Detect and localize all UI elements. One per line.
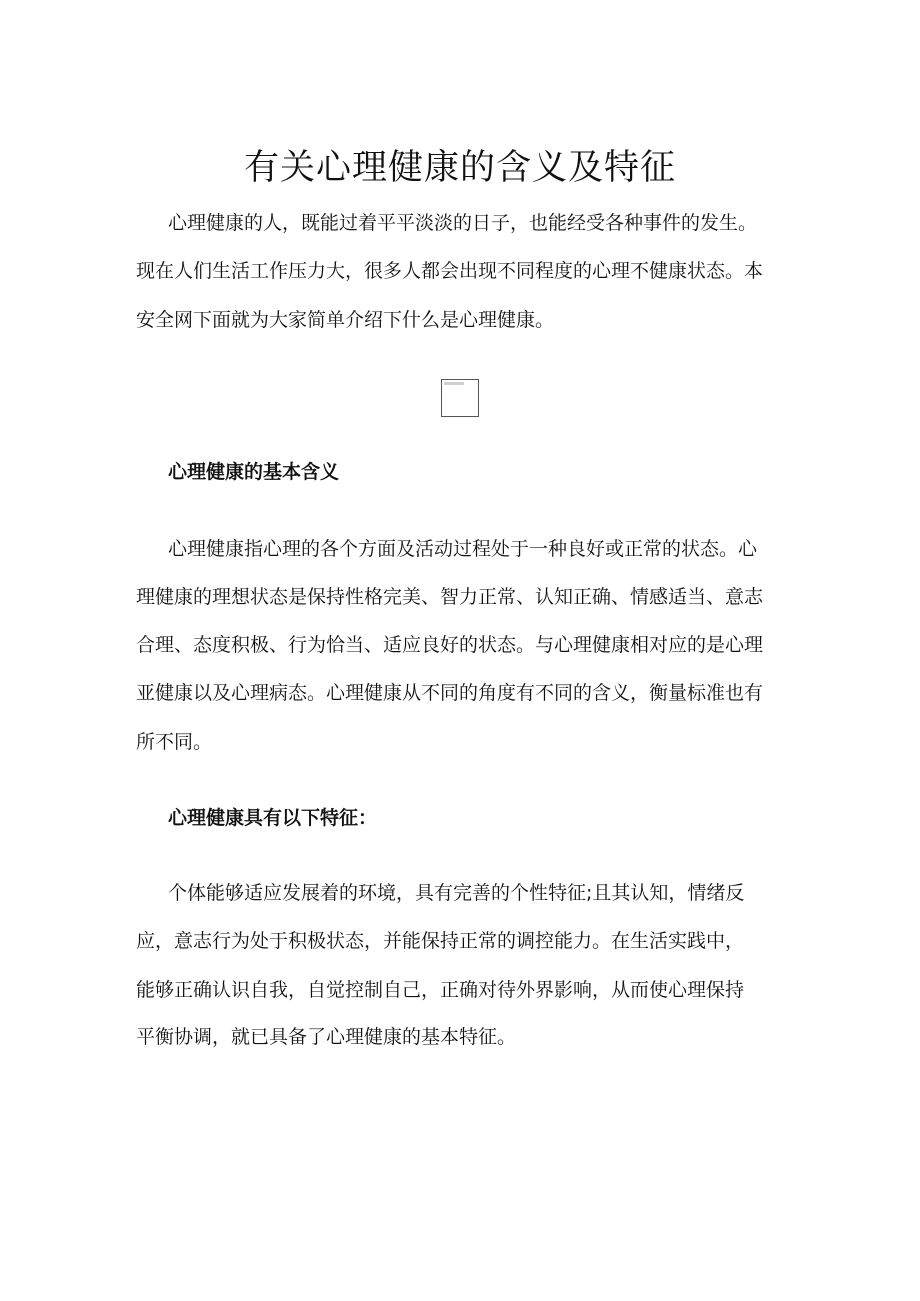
- section1-line-3: 合理、态度积极、行为恰当、适应良好的状态。与心理健康相对应的是心理: [136, 634, 764, 656]
- section-heading-features: 心理健康具有以下特征：: [168, 807, 378, 829]
- image-placeholder-mark: [444, 382, 464, 385]
- section1-line-1: 心理健康指心理的各个方面及活动过程处于一种良好或正常的状态。心: [168, 538, 758, 560]
- intro-line-3: 安全网下面就为大家简单介绍下什么是心理健康。: [136, 309, 555, 331]
- section1-line-2: 理健康的理想状态是保持性格完美、智力正常、认知正确、情感适当、意志: [136, 586, 764, 608]
- section1-line-4: 亚健康以及心理病态。心理健康从不同的角度有不同的含义，衡量标准也有: [136, 682, 764, 704]
- intro-line-2: 现在人们生活工作压力大，很多人都会出现不同程度的心理不健康状态。本: [136, 260, 764, 282]
- section1-line-5: 所不同。: [136, 731, 213, 753]
- section-heading-basic-meaning: 心理健康的基本含义: [168, 461, 340, 483]
- broken-image-icon: [441, 379, 479, 417]
- section2-line-2: 应，意志行为处于积极状态，并能保持正常的调控能力。在生活实践中，: [136, 930, 745, 952]
- page-title: 有关心理健康的含义及特征: [243, 148, 676, 188]
- section2-line-3: 能够正确认识自我，自觉控制自己，正确对待外界影响，从而使心理保持: [136, 979, 745, 1001]
- intro-line-1: 心理健康的人，既能过着平平淡淡的日子，也能经受各种事件的发生。: [168, 212, 758, 234]
- section2-line-1: 个体能够适应发展着的环境，具有完善的个性特征;且其认知，情绪反: [168, 882, 745, 904]
- section2-line-4: 平衡协调，就已具备了心理健康的基本特征。: [136, 1026, 517, 1048]
